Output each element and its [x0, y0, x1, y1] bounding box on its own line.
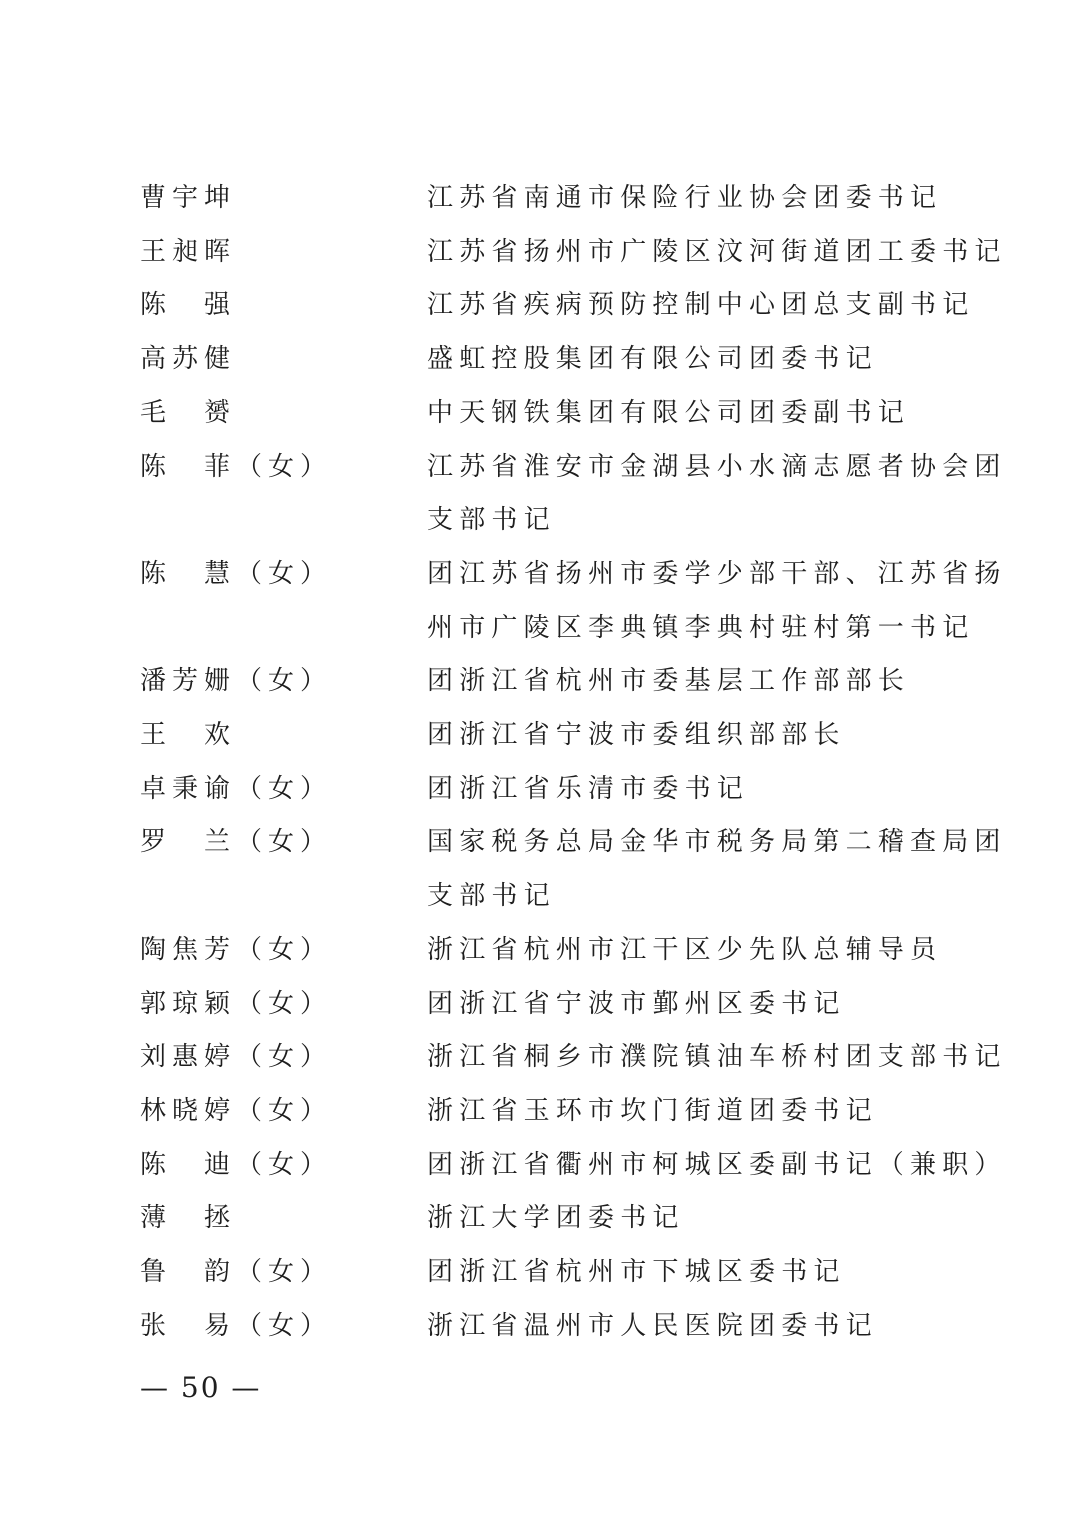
person-name: 张 易（女） — [140, 1310, 333, 1341]
person-name: 陈 迪（女） — [140, 1149, 333, 1180]
person-name: 鲁 韵（女） — [140, 1257, 333, 1288]
position-title-line: 江苏省疾病预防控制中心团总支副书记 — [427, 290, 975, 321]
position-title-line: 团浙江省宁波市鄞州区委书记 — [427, 988, 846, 1019]
position-title — [427, 978, 947, 1032]
position-title-line: 团浙江省乐清市委书记 — [427, 773, 750, 804]
position-title — [427, 548, 1007, 655]
position-title-line: 浙江省桐乡市濮院镇油车桥村团支部书记 — [427, 1042, 1007, 1073]
position-title — [427, 387, 947, 441]
position-title — [427, 1246, 947, 1300]
person-name: 郭琼颖（女） — [140, 988, 333, 1019]
position-title — [427, 1085, 947, 1139]
position-title — [427, 924, 947, 978]
position-title — [427, 172, 947, 226]
position-title — [427, 1300, 947, 1354]
position-title-line: 浙江大学团委书记 — [427, 1203, 685, 1234]
list-item — [140, 172, 960, 226]
list-item — [140, 1246, 960, 1300]
list-item — [140, 226, 1007, 280]
list-item — [140, 1300, 960, 1354]
honoree-list — [140, 172, 1007, 1353]
person-name: 林晓婷（女） — [140, 1095, 333, 1126]
position-title — [427, 655, 947, 709]
list-item — [140, 1192, 960, 1246]
position-title-line: 国家税务总局金华市税务局第二稽查局团 — [427, 827, 1007, 858]
person-name: 罗 兰（女） — [140, 827, 333, 858]
list-item — [140, 978, 960, 1032]
list-item — [140, 279, 975, 333]
position-title-line: 团浙江省杭州市委基层工作部部长 — [427, 666, 911, 697]
person-name: 毛 赟 — [140, 397, 237, 428]
person-name: 陈 强 — [140, 290, 237, 321]
position-title — [427, 441, 1007, 548]
person-name: 高苏健 — [140, 344, 237, 375]
position-title — [427, 763, 947, 817]
list-item — [140, 655, 960, 709]
position-title — [427, 279, 975, 333]
list-item — [140, 441, 1007, 548]
person-name: 陈 慧（女） — [140, 558, 333, 589]
list-item — [140, 333, 960, 387]
position-title — [427, 1192, 947, 1246]
position-title-line: 州市广陵区李典镇李典村驻村第一书记 — [427, 612, 975, 643]
position-title-line: 中天钢铁集团有限公司团委副书记 — [427, 397, 911, 428]
person-name: 王 欢 — [140, 720, 237, 751]
position-title-line: 团江苏省扬州市委学少部干部、江苏省扬 — [427, 558, 1007, 589]
person-name: 卓秉谕（女） — [140, 773, 333, 804]
position-title — [427, 226, 1007, 280]
position-title-line: 江苏省扬州市广陵区汶河街道团工委书记 — [427, 236, 1007, 267]
position-title-line: 浙江省温州市人民医院团委书记 — [427, 1310, 878, 1341]
position-title — [427, 709, 947, 763]
position-title-line: 江苏省南通市保险行业协会团委书记 — [427, 183, 943, 213]
position-title-line: 团浙江省衢州市柯城区委副书记（兼职） — [427, 1149, 1007, 1180]
position-title-line: 支部书记 — [427, 505, 556, 536]
position-title-line: 江苏省淮安市金湖县小水滴志愿者协会团 — [427, 451, 1007, 482]
position-title — [427, 333, 947, 387]
list-item — [140, 1139, 1007, 1193]
person-name: 薄 拯 — [140, 1203, 237, 1234]
position-title-line: 团浙江省宁波市委组织部部长 — [427, 720, 846, 751]
list-item — [140, 924, 960, 978]
person-name: 陶焦芳（女） — [140, 934, 333, 965]
position-title-line: 浙江省玉环市坎门街道团委书记 — [427, 1095, 878, 1126]
person-name: 潘芳姗（女） — [140, 666, 333, 697]
position-title-line: 团浙江省杭州市下城区委书记 — [427, 1257, 846, 1288]
position-title — [427, 1031, 1007, 1085]
person-name: 王昶晖 — [140, 236, 237, 267]
position-title-line: 浙江省杭州市江干区少先队总辅导员 — [427, 934, 943, 965]
list-item — [140, 548, 1007, 655]
list-item — [140, 763, 960, 817]
person-name: 陈 菲（女） — [140, 451, 333, 482]
page-number: — 50 — — [140, 1371, 262, 1404]
position-title — [427, 1139, 1007, 1193]
position-title — [427, 816, 1007, 923]
person-name: 曹宇坤 — [140, 183, 237, 213]
list-item — [140, 1085, 960, 1139]
list-item — [140, 1031, 1007, 1085]
person-name: 刘惠婷（女） — [140, 1042, 333, 1073]
list-item — [140, 816, 1007, 923]
list-item — [140, 709, 960, 763]
list-item — [140, 387, 960, 441]
position-title-line: 盛虹控股集团有限公司团委书记 — [427, 344, 878, 375]
position-title-line: 支部书记 — [427, 881, 556, 912]
